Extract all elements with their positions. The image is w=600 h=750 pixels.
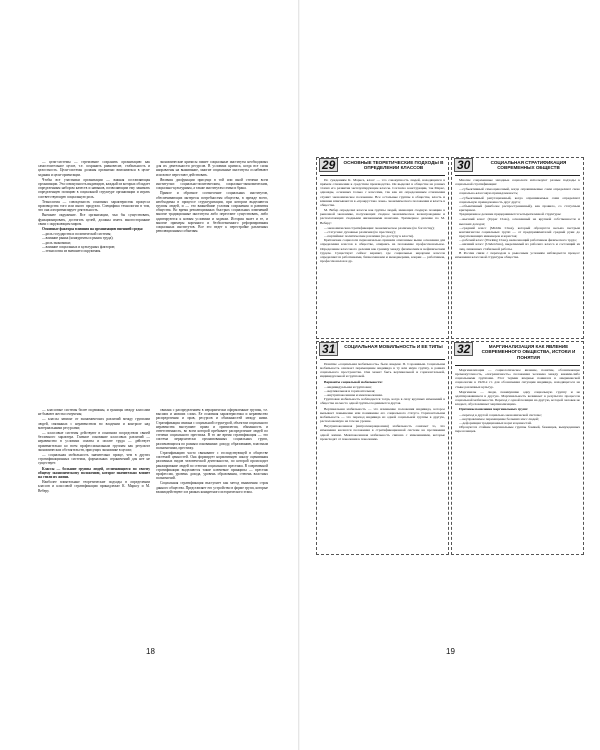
- box-number: 31: [319, 342, 338, 356]
- title-divider: [455, 365, 580, 366]
- paragraph: Образуются стойкие маргинальные группы бомжей, беженцев, вынужденных переселенцев.: [455, 425, 580, 434]
- paragraph: Технология — совокупность основных характеристик процесса производства того или иного продукта. Специфика технологии в том, что она алгоритмизирует деятельность.: [38, 199, 150, 213]
- paragraph: Внутрипоколенная (интрагенерационная) мобильность означает то, что изменения касаются положения в стратификационной системе на протяжении одной жизни. Межпоколенная мобильность связана с изменениями, которые происходят от поколения к поколению.: [320, 424, 445, 441]
- paragraph: Групповая мобильность наблюдается тогда, когда в силу крупных изменений в обществе на место одной группы поднимается другая.: [320, 397, 445, 406]
- list-item: — низший класс (Underclass), выделяемый из рабочего класса и состоящий из лиц, лишенных стабильной работы.: [459, 242, 580, 250]
- section-heading: Основные факторы влияния на организацию внешней среды:: [42, 227, 144, 232]
- paragraph: Британские социологи первоначально приняли описанные выше основания для определения классов в обществе, опираясь на положение профессиональное. Определение классового деления как границу между физическим и нефизическим трудом. Существует сейчас вариант, где социальные иерархии классов определяются работниками, бизнесменами и менеджерами, клерки — работников, профессионалов и др.: [320, 238, 445, 263]
- paragraph: связана с распределением в иерархически оформленные группы, т.е. высших и низших слоях. Ее основная характеристика и неравенство распределения и прав, ресурсов и обязанностей между ними. Стратификация связана с социальной структурой, объектом социального неравенства выступают права и привилегии, обязанность и ответственность, во всем которой пребывает распределение людей по степени социального престижа. В то же время стратификация — это система иерархически организованных социальных групп, различающихся по разным основаниям: доходу, образованию, властным полномочиям, престижу.: [156, 408, 268, 450]
- mobility-list: [320, 385, 445, 397]
- title-divider: [455, 175, 580, 176]
- paragraph: Стратификацию часто связывают с господствующей в обществе системой ценностей. Она формирует нормативную шкалу оценивания различных видов человеческой деятельности, по которой происходит ранжирование людей по степени социального престижа. В современной стратификации выделяются такие ключевые принципы — престиж профессии, уровень дохода, уровень образования, степень властных полномочий.: [156, 451, 268, 481]
- list-item: — переход к другой социально-экономической системе;: [459, 413, 580, 417]
- list-item: — роль государства и политической системы;: [42, 232, 150, 236]
- paragraph: В России связи с переходом к рыночным условиям наблюдается процесс изменения классовой структуры общества.: [455, 250, 580, 259]
- box-31: [316, 341, 449, 555]
- box-30: [451, 157, 584, 339]
- box-body: [455, 368, 580, 552]
- list-item: — субъективный самооценочный, когда опрашиваемые сами определяют свою социально-классовую принадлежность;: [459, 187, 580, 195]
- box-29: [316, 157, 449, 339]
- factor-list: [38, 232, 150, 253]
- box-title: МАРГИНАЛИЗАЦИЯ КАК ЯВЛЕНИЕ СОВРЕМЕННОГО ОБЩЕСТВА, ИСТОКИ И ПОНЯТИЯ: [481, 344, 576, 360]
- list-item: — влияние рынка (конкуренты и рынок труда);: [42, 236, 150, 240]
- box-body: [320, 178, 445, 336]
- box-title: СОЦИАЛЬНАЯ СТРАТИФИКАЦИЯ СОВРЕМЕННЫХ ОБЩЕСТВ: [490, 160, 567, 171]
- list-item: — деформация традиционных норм и ценностей.: [459, 421, 580, 425]
- paragraph: Маргиналы — люди, покинувшие одну социальную группу и не адаптировавшиеся в другую. Маргинальность возникает в результате процессов социальной мобильности. Переход с одной позиции на другую, которой человек не владеет, обусловливает маргинализацию.: [455, 389, 580, 407]
- paragraph: — классовые системы действуют в основном посредством связей безличного характера. Главное основание классовых различий — неравенство в условиях оплаты и оплате труда — действует применительно ко всем профессиональным группам как результат экономических обстоятельств, присущих экономике в целом;: [38, 431, 150, 452]
- class-list: [455, 217, 580, 250]
- paragraph: — классовые системы более подвижны, и границы между классами не бывают жестко очерчены;: [38, 408, 150, 417]
- paragraph: М. Вебер определил классы как группы людей, имеющих сходную позицию в рыночной экономике, получающих сходное экономическое вознаграждение и располагающих сходными жизненными шансами. Трехмерное деление по М. Веберу:: [320, 208, 445, 225]
- paragraph: Традиционное деление придерживается четырехчленной структуры:: [459, 212, 562, 217]
- title-divider: [320, 175, 445, 176]
- box-title: СОЦИАЛЬНАЯ МОБИЛЬНОСТЬ И ЕЕ ТИПЫ: [344, 344, 443, 349]
- paragraph: — цели-системы — стремление сохранить организацию как самостоятельное целое, т.е. сохранить равновесие, стабильность и целостность. Цели-системы должны органично вписываться в цели-задания и цели-ориентации.: [38, 160, 150, 177]
- paragraph: Причины появления маргинальных групп:: [459, 407, 529, 412]
- right-page: [300, 0, 600, 750]
- paragraph: Явления дисфункции присущи в той или иной степени всем институтам: социально-политическим, социально-экономическим, социально-культурным, а также институтам семьи и брака.: [156, 177, 268, 191]
- left-page-top-right-column: [156, 160, 268, 350]
- paragraph: Внешнее окружение. Все организации, чьи бы существовать, функционировать, достигать целей, должны иметь многосторонние связи с окружающим миром.: [38, 213, 150, 226]
- box-number: 32: [454, 342, 473, 356]
- list-item: — технология из внешнего окружения.: [42, 249, 150, 253]
- paragraph: экономические кризисы пишет социальные институты необходимых для их деятельности ресурсов. В условиях кризиса, когда все силы направлены на выживание, многие социальные институты ослабевают или вовсе перестают действовать.: [156, 160, 268, 177]
- box-number: 29: [319, 158, 338, 172]
- paragraph: Варианты социальной мобильности:: [324, 379, 383, 384]
- list-item: — статусная: духовные различия (по престижу);: [324, 230, 445, 234]
- paragraph: Классы — большие группы людей, отличающиеся по своему общему экономическому положению, которое значительно влияет на стили их жизни.: [38, 466, 150, 480]
- list-item: — средний класс (Middle Class), который образуется весьма пестрым контингентом социальных групп — от предпринимателей средней руки до преуспевающих инженеров и юристов;: [459, 226, 580, 238]
- list-item: — высший класс (Upper Class), основанный на крупной собственности и высоких доходах;: [459, 217, 580, 225]
- list-item: — объективный (наиболее распространенный), как правило, со статусным критерием.: [459, 204, 580, 212]
- paragraph: Маргинализация — социологическое явление, понятие, обозначающее промежуточность, «пограничность» положения человека между какими-либо социальными группами. Этот термин впервые появился в американской социологии в 1920-х гг. для обозначения ситуации индивида, находящегося на стыке различных культур.: [455, 368, 580, 389]
- paragraph: — классы зависят от экономических различий между группами людей, связанных с неравенством во владении и контроле над материальными ресурсами;: [38, 417, 150, 430]
- list-item: — индивидуальная и групповая;: [324, 385, 445, 389]
- paragraph: Чтобы все участники организации — важная составляющая организации. Эта совокупность индивидов, каждый из которых обладает определенным набором качеств и навыков, позволяющим ему занимать определенную позицию в социальной структуре организации и играть соответствующую социальную роль.: [38, 177, 150, 199]
- box-number: 30: [454, 158, 473, 172]
- box-32: [451, 341, 584, 555]
- box-body: [455, 178, 580, 336]
- left-page-top-left-column: [38, 160, 150, 350]
- list-item: — партийная: политические различия (по доступу к власти).: [324, 234, 445, 238]
- paragraph: Вертикальная мобильность — это изменение положения индивида, которое вызывает повышение или понижение его социального статуса. Горизонтальная мобильность — это переход индивида из одной социальной группы в другую, расположенную на том же уровне.: [320, 406, 445, 424]
- title-divider: [320, 359, 445, 360]
- list-item: — субъективный репутационный, когда опрашиваемые сами определяют социальную принадлежность друг друга;: [459, 196, 580, 204]
- box-body: [320, 362, 445, 552]
- criteria-list: [320, 226, 445, 238]
- paragraph: — социальная мобильность значительно проще, чем в других стратификационных системах, формальных ограничений для нее не существует.: [38, 453, 150, 466]
- list-item: — внутрипоколенная и межпоколенная.: [324, 393, 445, 397]
- page-number: 19: [446, 647, 455, 656]
- box-title: ОСНОВНЫЕ ТЕОРЕТИЧЕСКИЕ ПОДХОДЫ В ОПРЕДЕЛЕНИИ КЛАССОВ: [343, 160, 444, 171]
- cause-list: [455, 413, 580, 425]
- paragraph: Понятие «социальная мобильность» было введено П. Сорокиным. Социальная мобильность означает перемещение индивида в ту или иную группу, в рамках социального пространства. Она может быть вертикальной и горизонтальной, индивидуальной и групповой.: [320, 362, 445, 379]
- list-item: — неуправляемое перемещение больших масс людей;: [459, 417, 580, 421]
- paragraph: Прямое и обратное соотнесение социальных институтов, обеспечивающих интересы потребностям общества, в прежде всего, необходимы в процессе структуризации, при котором выделяются группы людей, и — это важнейшие условия сохранения и развития общества. Во время революционных быстрых социальных изменений многие традиционные институты либо перестают существовать, либо адаптируются к новым условиям и задачам. История знает и те, и многие примеры коренного и безболезненного реформирования социальных институтов. Все это ведет к перестройке различных революционным событиям.: [156, 191, 268, 234]
- paragraph: Наиболее влиятельные теоретические подходы в определении классов и классовой стратификации принадлежат К. Марксу и М. Веберу.: [38, 480, 150, 493]
- list-item: — вертикальная и горизонтальная;: [324, 389, 445, 393]
- paragraph: По суждениям К. Маркса, класс — это совокупность людей, находящихся в прямом отношении к средствам производства. Он выделял в обществе на разных этапах его развития эксплуатирующие классы. Согласно конструкции, так Маркс, однажды, основных только с классами, так как их определенным отношения служит экономическое положение. Все остальные группы в обществе, власть и влияние вписываются в «прокрустово ложе» экономического положения и власть в обществе.: [320, 178, 445, 207]
- left-page-bottom-right-column: [156, 408, 268, 644]
- left-page-bottom-left-column: [38, 408, 150, 558]
- page-number: 18: [146, 647, 155, 656]
- list-item: — роль экономики;: [42, 241, 150, 245]
- list-item: — влияние социальных и культурных факторов;: [42, 245, 150, 249]
- paragraph: Многие современные западные социологи используют разные подходы к социальной стратификации:: [455, 178, 580, 187]
- paragraph: Социальная стратификация выступает как метод выявления строя данного общества. Представляет его устройство в форме групп, которые взаимодействуют и в рамках конкретного исторического этапа.: [156, 481, 268, 494]
- approach-list: [455, 187, 580, 212]
- list-item: — экономическая стратификация: экономическое различие (по богатству);: [324, 226, 445, 230]
- list-item: — рабочий класс (Working Class), включающий работников физического труда;: [459, 238, 580, 242]
